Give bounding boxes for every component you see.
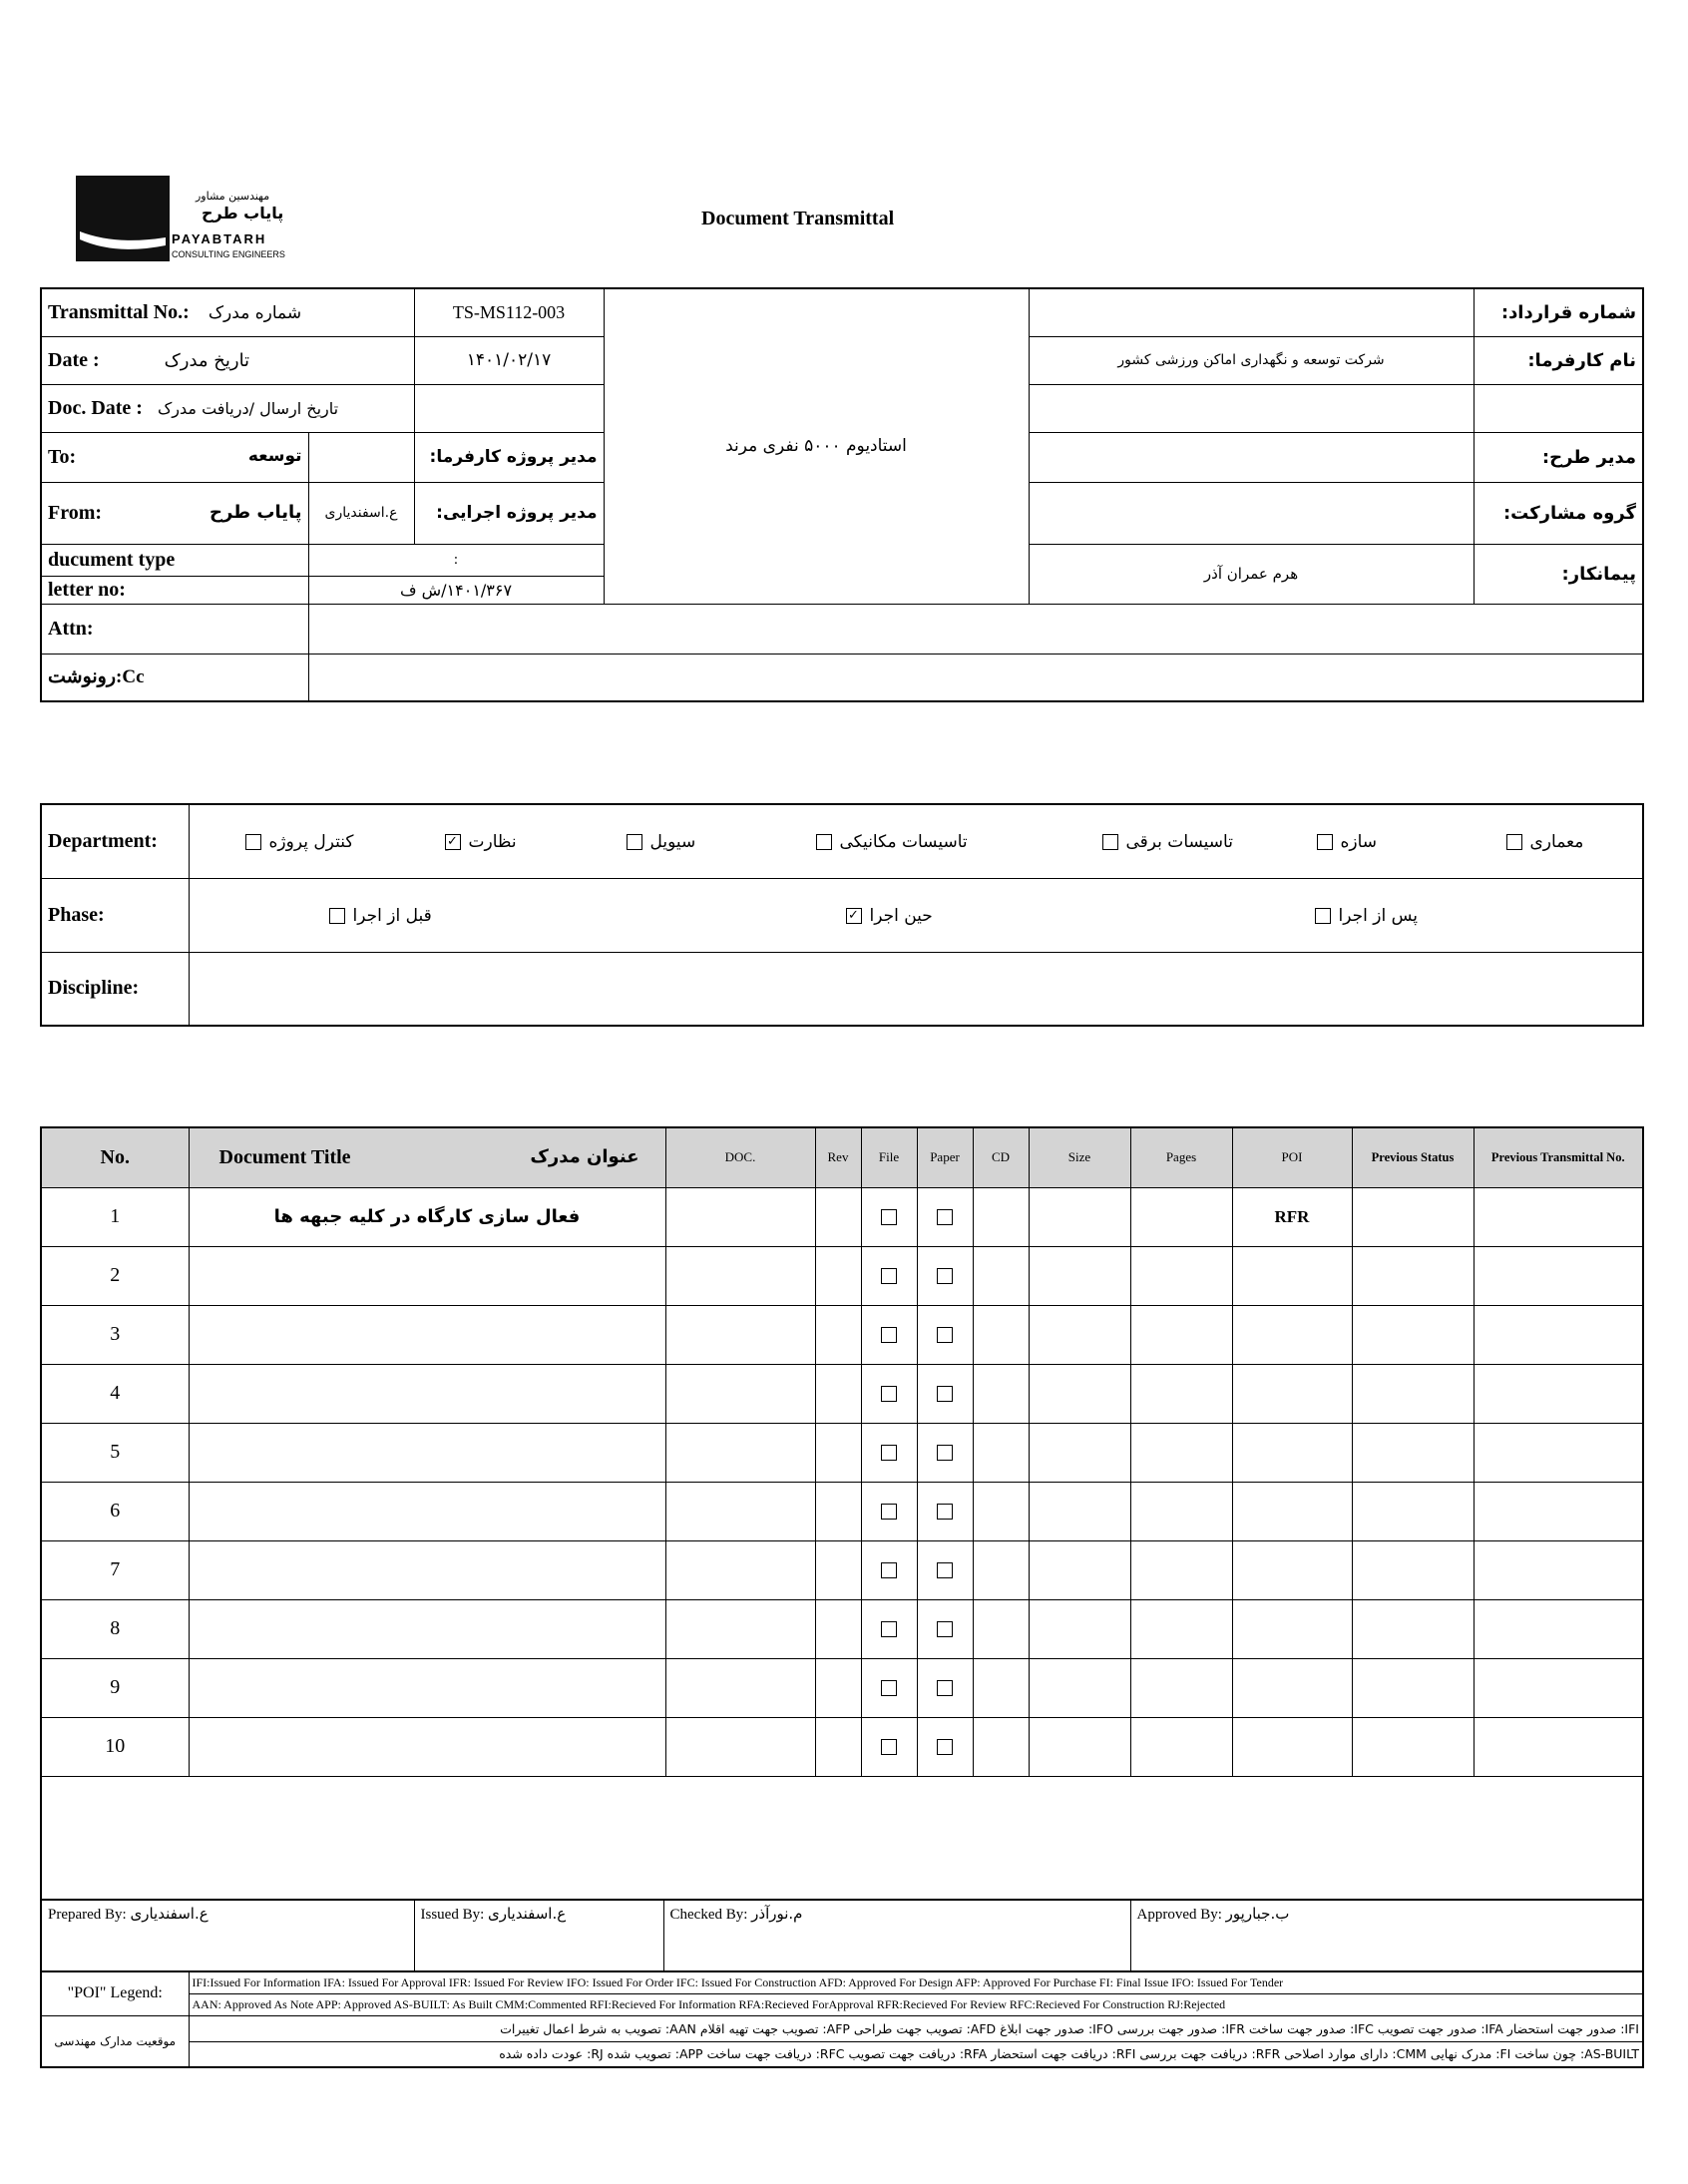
row-prev-transmittal[interactable] xyxy=(1474,1482,1643,1540)
row-size[interactable] xyxy=(1029,1540,1130,1599)
row-paper[interactable] xyxy=(917,1364,973,1423)
project-name: استادیوم ۵۰۰۰ نفری مرند xyxy=(604,288,1029,604)
checkbox-icon[interactable] xyxy=(937,1562,953,1578)
logo-fa-top: مهندسین مشاور xyxy=(196,190,270,203)
phase-label: Phase: xyxy=(41,878,189,952)
row-size[interactable] xyxy=(1029,1599,1130,1658)
transmittal-no-fa: شماره مدرک xyxy=(208,302,302,323)
row-poi[interactable] xyxy=(1232,1364,1352,1423)
col-header-doc: DOC. xyxy=(665,1127,815,1187)
department-options xyxy=(189,804,1643,878)
row-paper[interactable] xyxy=(917,1717,973,1776)
row-no: 4 xyxy=(41,1364,189,1423)
from-value: پایاب طرح xyxy=(209,501,302,523)
row-size[interactable] xyxy=(1029,1717,1130,1776)
checkbox-icon[interactable] xyxy=(937,1621,953,1637)
row-prev-status[interactable] xyxy=(1352,1246,1474,1305)
table-row xyxy=(41,1246,1643,1305)
table-row xyxy=(41,1305,1643,1364)
checkbox-icon[interactable] xyxy=(881,1445,897,1461)
dept-option-supervision[interactable]: نظارت ✓ xyxy=(445,805,517,878)
contract-no-value[interactable] xyxy=(1029,288,1474,336)
table-row xyxy=(41,1717,1643,1776)
row-rev[interactable] xyxy=(815,1305,861,1364)
row-no: 2 xyxy=(41,1246,189,1305)
row-prev-status[interactable] xyxy=(1352,1540,1474,1599)
col-header-poi: POI xyxy=(1232,1127,1352,1187)
approved-by-label: Approved By: xyxy=(1136,1907,1222,1923)
checked-by-value[interactable]: م.نورآذر xyxy=(751,1905,803,1923)
row-prev-transmittal[interactable] xyxy=(1474,1246,1643,1305)
row-size[interactable] xyxy=(1029,1658,1130,1717)
checkbox-icon[interactable] xyxy=(881,1327,897,1343)
col-header-rev: Rev xyxy=(815,1127,861,1187)
row-pages[interactable] xyxy=(1130,1187,1232,1246)
row-pages[interactable] xyxy=(1130,1482,1232,1540)
checkbox-icon[interactable] xyxy=(937,1209,953,1225)
transmittal-no-value[interactable]: TS-MS112-003 xyxy=(414,288,604,336)
row-prev-transmittal[interactable] xyxy=(1474,1364,1643,1423)
row-rev[interactable] xyxy=(815,1423,861,1482)
date-value[interactable]: ۱۴۰۱/۰۲/۱۷ xyxy=(414,336,604,384)
row-size[interactable] xyxy=(1029,1364,1130,1423)
doc-type-value[interactable]: : xyxy=(308,544,604,576)
row-title[interactable] xyxy=(189,1599,665,1658)
col-header-paper: Paper xyxy=(917,1127,973,1187)
to-label: To: xyxy=(48,445,77,468)
dept-option-civil[interactable]: سیویل xyxy=(627,805,696,878)
col-header-prev-transmittal: Previous Transmittal No. xyxy=(1474,1127,1643,1187)
checkbox-icon[interactable] xyxy=(1317,834,1333,850)
logo-subtitle: CONSULTING ENGINEERS xyxy=(172,249,285,259)
row-file[interactable] xyxy=(861,1423,917,1482)
phase-option-during[interactable]: حین اجرا ✓ xyxy=(846,879,933,953)
row-cd[interactable] xyxy=(973,1658,1029,1717)
discipline-label: Discipline: xyxy=(41,952,189,1026)
row-cd[interactable] xyxy=(973,1423,1029,1482)
department-label: Department: xyxy=(41,804,189,878)
row-cd[interactable] xyxy=(973,1246,1029,1305)
row-title[interactable] xyxy=(189,1305,665,1364)
company-logo xyxy=(76,176,305,265)
checkbox-icon[interactable] xyxy=(937,1739,953,1755)
row-doc[interactable] xyxy=(665,1246,815,1305)
cc-value[interactable] xyxy=(308,654,1643,701)
checked-by-cell xyxy=(663,1900,1130,1971)
row-doc[interactable] xyxy=(665,1364,815,1423)
row-pages[interactable] xyxy=(1130,1658,1232,1717)
client-label: نام کارفرما: xyxy=(1474,336,1643,384)
row-pages[interactable] xyxy=(1130,1364,1232,1423)
doc-date-value[interactable] xyxy=(414,384,604,432)
row-file[interactable] xyxy=(861,1482,917,1540)
row-pages[interactable] xyxy=(1130,1717,1232,1776)
legend-fa-label: موقعیت مدارک مهندسی xyxy=(41,2015,189,2067)
checkbox-icon[interactable] xyxy=(881,1504,897,1520)
poi-legend-table xyxy=(40,1970,1644,2068)
discipline-value[interactable] xyxy=(189,952,1643,1026)
row-prev-transmittal[interactable] xyxy=(1474,1717,1643,1776)
partnership-value[interactable] xyxy=(1029,482,1474,544)
row-poi[interactable] xyxy=(1232,1423,1352,1482)
checkbox-icon[interactable] xyxy=(1102,834,1118,850)
row-prev-transmittal[interactable] xyxy=(1474,1658,1643,1717)
checkbox-icon[interactable] xyxy=(1506,834,1522,850)
row-rev[interactable] xyxy=(815,1246,861,1305)
row-file[interactable] xyxy=(861,1717,917,1776)
attn-label: Attn: xyxy=(41,604,308,654)
table-row xyxy=(41,1658,1643,1717)
header-table xyxy=(40,287,1644,702)
row-title[interactable] xyxy=(189,1423,665,1482)
row-no: 10 xyxy=(41,1717,189,1776)
col-header-no: No. xyxy=(41,1127,189,1187)
row-prev-status[interactable] xyxy=(1352,1305,1474,1364)
table-row xyxy=(41,1482,1643,1540)
row-prev-status[interactable] xyxy=(1352,1364,1474,1423)
to-cell xyxy=(41,432,308,482)
row-pages[interactable] xyxy=(1130,1540,1232,1599)
checkbox-icon[interactable] xyxy=(816,834,832,850)
logo-mark-icon xyxy=(76,176,170,261)
row-paper[interactable] xyxy=(917,1246,973,1305)
row-poi[interactable] xyxy=(1232,1482,1352,1540)
row-title[interactable] xyxy=(189,1717,665,1776)
row-prev-status[interactable] xyxy=(1352,1658,1474,1717)
row-doc[interactable] xyxy=(665,1658,815,1717)
row-rev[interactable] xyxy=(815,1482,861,1540)
row-title[interactable] xyxy=(189,1246,665,1305)
date-cell xyxy=(41,336,414,384)
row-paper[interactable] xyxy=(917,1658,973,1717)
checkbox-icon[interactable] xyxy=(881,1209,897,1225)
row-pages[interactable] xyxy=(1130,1599,1232,1658)
remarks-area[interactable] xyxy=(41,1776,1643,1900)
dept-option-electrical[interactable]: تاسیسات برقی xyxy=(1102,805,1233,878)
row-size[interactable] xyxy=(1029,1305,1130,1364)
row-pages[interactable] xyxy=(1130,1246,1232,1305)
row-prev-transmittal[interactable] xyxy=(1474,1599,1643,1658)
row-size[interactable] xyxy=(1029,1423,1130,1482)
exec-pm-label: مدیر پروژه اجرایی: xyxy=(414,482,604,544)
from-label: From: xyxy=(48,501,103,524)
date-fa: تاریخ مدرک xyxy=(164,349,250,371)
checkbox-icon[interactable] xyxy=(881,1562,897,1578)
classification-table xyxy=(40,803,1644,1027)
row-paper[interactable] xyxy=(917,1482,973,1540)
transmittal-no-label: Transmittal No.: xyxy=(48,300,190,323)
col-header-file: File xyxy=(861,1127,917,1187)
row-cd[interactable] xyxy=(973,1364,1029,1423)
phase-option-before[interactable]: قبل از اجرا xyxy=(329,879,432,953)
to-value: توسعه xyxy=(247,445,302,466)
doc-date-label: Doc. Date : xyxy=(48,396,143,419)
row-no: 5 xyxy=(41,1423,189,1482)
letter-no-value[interactable]: ۱۴۰۱/۳۶۷/ش ف xyxy=(308,576,604,604)
row-file[interactable] xyxy=(861,1305,917,1364)
row-poi[interactable] xyxy=(1232,1246,1352,1305)
prepared-by-cell xyxy=(41,1900,414,1971)
from-person[interactable]: ع.اسفندیاری xyxy=(308,482,414,544)
doc-date-fa: تاریخ ارسال /دریافت مدرک xyxy=(157,398,339,418)
checkbox-checked-icon[interactable]: ✓ xyxy=(846,908,862,924)
checkbox-icon[interactable] xyxy=(937,1504,953,1520)
checkbox-icon[interactable] xyxy=(881,1680,897,1696)
row-poi[interactable] xyxy=(1232,1599,1352,1658)
table-row xyxy=(41,1599,1643,1658)
legend-line-1: IFI:Issued For Information IFA: Issued For Approval IFR: Issued For Review IFO: Issued For Order IFC: Issued For Construction AFD: Approved For Design AFP: Approved For Purchase FI: Final Issue IFO: Issued For Tender xyxy=(189,1971,1643,1993)
col-header-title xyxy=(189,1127,665,1187)
row-poi[interactable] xyxy=(1232,1717,1352,1776)
col-header-title-en: Document Title xyxy=(218,1145,351,1168)
legend-line-2: AAN: Approved As Note APP: Approved AS-BUILT: As Built CMM:Commented RFI:Recieved For Information RFA:Recieved ForApproval RFR:Recieved For Review RFC:Recieved For Construction RJ:Rejected xyxy=(189,1993,1643,2015)
row-no: 3 xyxy=(41,1305,189,1364)
doc-date-cell xyxy=(41,384,414,432)
row-prev-transmittal[interactable] xyxy=(1474,1187,1643,1246)
legend-line-3: IFI: صدور جهت استحضار IFA: صدور جهت تصویب IFC: صدور جهت ساخت IFR: صدور جهت بررسی IFO: صدور جهت ابلاغ AFD: تصویب جهت طراحی AFP: تصویب جهت تهیه اقلام AAN: تصویب به شرط اعمال تغییرات xyxy=(189,2015,1643,2041)
checkbox-icon[interactable] xyxy=(937,1268,953,1284)
checkbox-checked-icon[interactable]: ✓ xyxy=(445,834,461,850)
row-cd[interactable] xyxy=(973,1187,1029,1246)
row-cd[interactable] xyxy=(973,1599,1029,1658)
row-prev-transmittal[interactable] xyxy=(1474,1305,1643,1364)
col-header-pages: Pages xyxy=(1130,1127,1232,1187)
row-no: 9 xyxy=(41,1658,189,1717)
dept-option-mechanical[interactable]: تاسیسات مکانیکی xyxy=(816,805,968,878)
row-no: 8 xyxy=(41,1599,189,1658)
row-file[interactable] xyxy=(861,1246,917,1305)
client-pm-label: مدیر پروژه کارفرما: xyxy=(414,432,604,482)
plan-manager-label: مدیر طرح: xyxy=(1474,432,1643,482)
row-file[interactable] xyxy=(861,1540,917,1599)
attn-value[interactable] xyxy=(308,604,1643,654)
table-row xyxy=(41,1364,1643,1423)
approved-by-cell xyxy=(1130,1900,1643,1971)
row-no: 6 xyxy=(41,1482,189,1540)
checkbox-icon[interactable] xyxy=(881,1386,897,1402)
row-doc[interactable] xyxy=(665,1423,815,1482)
checkbox-icon[interactable] xyxy=(881,1739,897,1755)
cc-label: رونوشت:Cc xyxy=(41,654,308,701)
row-rev[interactable] xyxy=(815,1658,861,1717)
row-prev-status[interactable] xyxy=(1352,1482,1474,1540)
row-rev[interactable] xyxy=(815,1717,861,1776)
page-title: Document Transmittal xyxy=(701,208,895,229)
row-paper[interactable] xyxy=(917,1540,973,1599)
checkbox-icon[interactable] xyxy=(245,834,261,850)
row-size[interactable] xyxy=(1029,1246,1130,1305)
row-cd[interactable] xyxy=(973,1717,1029,1776)
checkbox-icon[interactable] xyxy=(937,1680,953,1696)
dept-option-architecture[interactable]: معماری xyxy=(1506,805,1584,878)
prepared-by-label: Prepared By: xyxy=(48,1907,127,1923)
partnership-label: گروه مشارکت: xyxy=(1474,482,1643,544)
to-person[interactable] xyxy=(308,432,414,482)
row-no: 1 xyxy=(41,1187,189,1246)
approved-by-value[interactable]: ب.جبارپور xyxy=(1225,1905,1290,1923)
row-doc[interactable] xyxy=(665,1599,815,1658)
from-cell xyxy=(41,482,308,544)
col-header-cd: CD xyxy=(973,1127,1029,1187)
issued-by-cell xyxy=(414,1900,663,1971)
logo-fa-name: پایاب طرح xyxy=(202,204,284,222)
row-cd[interactable] xyxy=(973,1305,1029,1364)
row-doc[interactable] xyxy=(665,1540,815,1599)
row-pages[interactable] xyxy=(1130,1423,1232,1482)
row-rev[interactable] xyxy=(815,1187,861,1246)
row-title[interactable] xyxy=(189,1540,665,1599)
row-poi[interactable] xyxy=(1232,1305,1352,1364)
doc-type-label: ducument type xyxy=(41,544,308,576)
contractor-label: پیمانکار: xyxy=(1474,544,1643,604)
transmittal-no-cell xyxy=(41,288,414,336)
checkbox-icon[interactable] xyxy=(329,908,345,924)
plan-manager-value[interactable] xyxy=(1029,432,1474,482)
phase-options xyxy=(189,878,1643,952)
row-prev-status[interactable] xyxy=(1352,1599,1474,1658)
table-row xyxy=(41,1540,1643,1599)
contractor-value[interactable]: هرم عمران آذر xyxy=(1029,544,1474,604)
table-row xyxy=(41,1187,1643,1246)
row-paper[interactable] xyxy=(917,1187,973,1246)
row-rev[interactable] xyxy=(815,1364,861,1423)
empty-right-value xyxy=(1029,384,1474,432)
checkbox-icon[interactable] xyxy=(937,1386,953,1402)
row-title[interactable] xyxy=(189,1364,665,1423)
row-paper[interactable] xyxy=(917,1305,973,1364)
row-poi[interactable]: RFR xyxy=(1232,1187,1352,1246)
checked-by-label: Checked By: xyxy=(669,1907,748,1923)
row-title[interactable]: فعال سازی کارگاه در کلیه جبهه ها xyxy=(189,1187,665,1246)
date-label: Date : xyxy=(48,348,100,371)
row-prev-status[interactable] xyxy=(1352,1423,1474,1482)
row-doc[interactable] xyxy=(665,1305,815,1364)
row-cd[interactable] xyxy=(973,1540,1029,1599)
checkbox-icon[interactable] xyxy=(937,1327,953,1343)
row-paper[interactable] xyxy=(917,1423,973,1482)
row-pages[interactable] xyxy=(1130,1305,1232,1364)
checkbox-icon[interactable] xyxy=(627,834,642,850)
row-doc[interactable] xyxy=(665,1482,815,1540)
col-header-size: Size xyxy=(1029,1127,1130,1187)
row-size[interactable] xyxy=(1029,1187,1130,1246)
checkbox-icon[interactable] xyxy=(937,1445,953,1461)
row-no: 7 xyxy=(41,1540,189,1599)
row-rev[interactable] xyxy=(815,1540,861,1599)
contract-no-label: شماره قرارداد: xyxy=(1474,288,1643,336)
signatures-table xyxy=(40,1899,1644,1972)
row-cd[interactable] xyxy=(973,1482,1029,1540)
phase-option-after[interactable]: پس از اجرا xyxy=(1315,879,1418,953)
row-title[interactable] xyxy=(189,1482,665,1540)
row-prev-transmittal[interactable] xyxy=(1474,1423,1643,1482)
row-poi[interactable] xyxy=(1232,1658,1352,1717)
document-table xyxy=(40,1126,1644,1901)
row-file[interactable] xyxy=(861,1364,917,1423)
issued-by-value[interactable]: ع.اسفندیاری xyxy=(488,1905,567,1923)
row-title[interactable] xyxy=(189,1658,665,1717)
checkbox-icon[interactable] xyxy=(881,1268,897,1284)
dept-option-project-control[interactable]: کنترل پروژه xyxy=(245,805,354,878)
row-prev-status[interactable] xyxy=(1352,1187,1474,1246)
logo-name: PAYABTARH xyxy=(172,231,267,246)
col-header-prev-status: Previous Status xyxy=(1352,1127,1474,1187)
legend-line-4: AS-BUILT: چون ساخت FI: مدرک نهایی CMM: دارای موارد اصلاحی RFR: دریافت جهت بررسی RFI: دریافت جهت استحضار RFA: دریافت جهت تصویب RFC: دریافت جهت ساخت APP: تصویب شده RJ: عودت داده شده xyxy=(189,2041,1643,2067)
checkbox-icon[interactable] xyxy=(881,1621,897,1637)
table-row xyxy=(41,1423,1643,1482)
row-poi[interactable] xyxy=(1232,1540,1352,1599)
row-doc[interactable] xyxy=(665,1717,815,1776)
prepared-by-value[interactable]: ع.اسفندیاری xyxy=(130,1905,209,1923)
col-header-title-fa: عنوان مدرک xyxy=(530,1145,639,1167)
row-paper[interactable] xyxy=(917,1599,973,1658)
row-file[interactable] xyxy=(861,1599,917,1658)
row-prev-transmittal[interactable] xyxy=(1474,1540,1643,1599)
row-file[interactable] xyxy=(861,1658,917,1717)
client-value[interactable]: شرکت توسعه و نگهداری اماکن ورزشی کشور xyxy=(1029,336,1474,384)
empty-right-label xyxy=(1474,384,1643,432)
letter-no-label: letter no: xyxy=(41,576,308,604)
legend-label: "POI" Legend: xyxy=(41,1971,189,2015)
checkbox-icon[interactable] xyxy=(1315,908,1331,924)
row-prev-status[interactable] xyxy=(1352,1717,1474,1776)
row-rev[interactable] xyxy=(815,1599,861,1658)
dept-option-structure[interactable]: سازه xyxy=(1317,805,1378,878)
row-file[interactable] xyxy=(861,1187,917,1246)
row-size[interactable] xyxy=(1029,1482,1130,1540)
row-doc[interactable] xyxy=(665,1187,815,1246)
issued-by-label: Issued By: xyxy=(420,1907,485,1923)
